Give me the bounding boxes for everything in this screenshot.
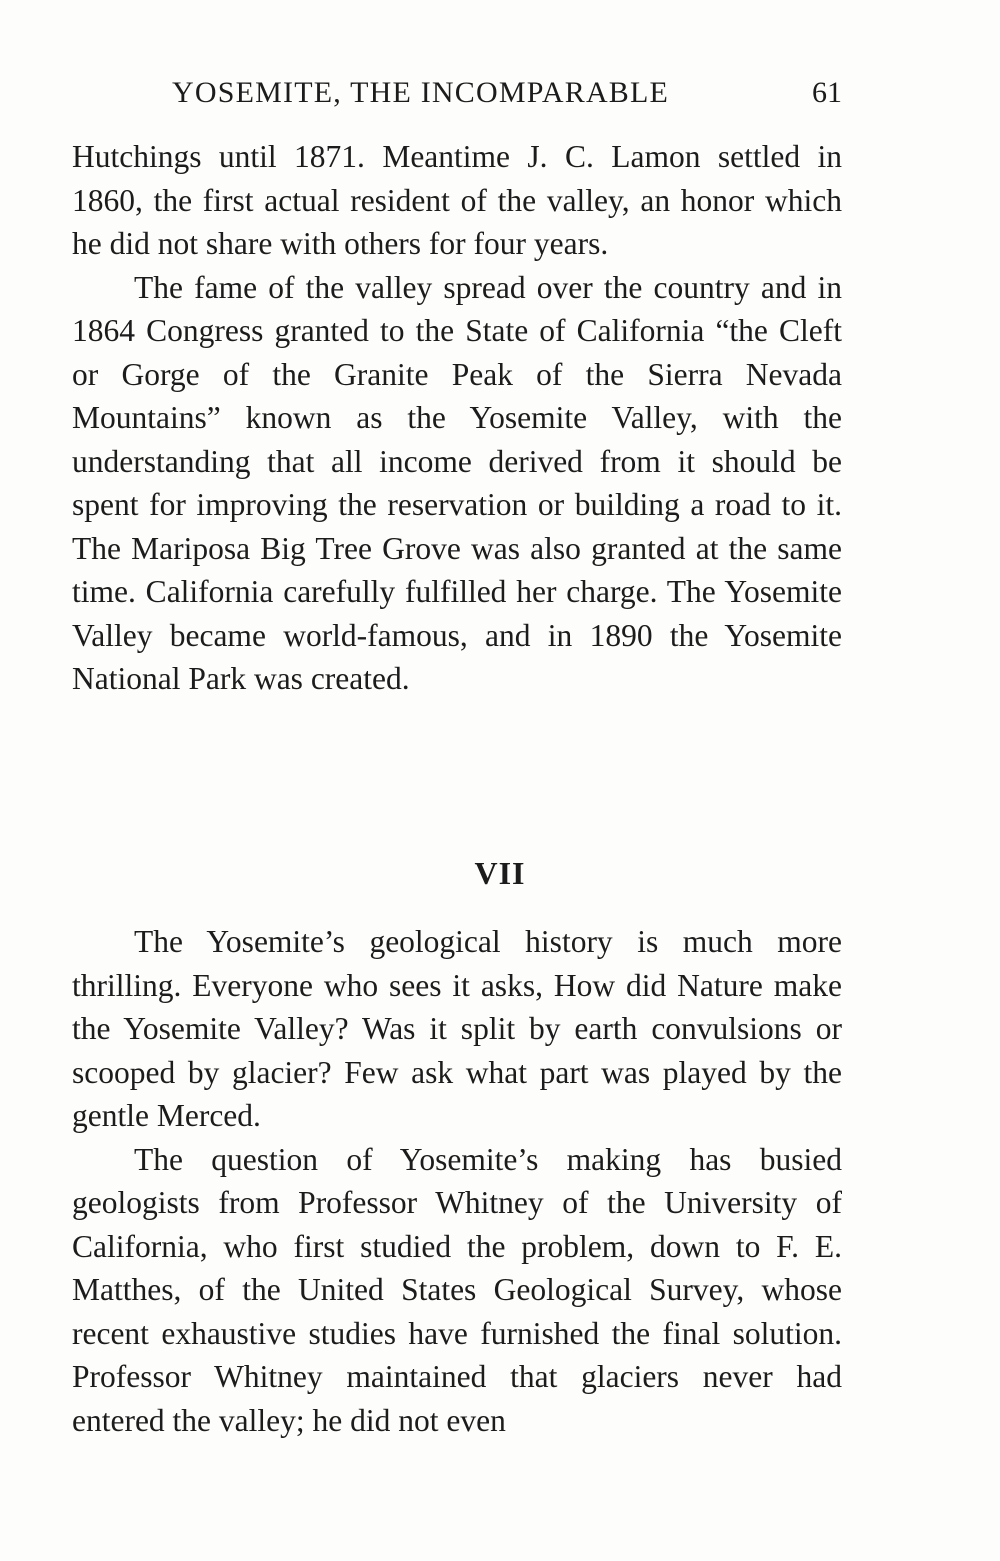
paragraph: The question of Yosemite’s making has busied geologists from Professor Whitney of the University of California, who first studied the problem, down to F. E. Matthes, of the United States Geological Survey, whose recent exhaustive studies have furnished the final solution. Professor Whitney maintained that glaciers never had entered the valley; he did not even [72, 1141, 842, 1438]
paragraph: The fame of the valley spread over the country and in 1864 Congress granted to the State of California “the Cleft or Gorge of the Granite Peak of the Sierra Nevada Mountains” known as the Yosemite Valley, with the understanding that all income derived from it should be spent for improving the reservation or building a road to it. The Mariposa Big Tree Grove was also granted at the same time. California carefully fulfilled her charge. The Yosemite Valley became world-famous, and in 1890 the Yosemite National Park was created. [72, 269, 842, 696]
paragraph: Hutchings until 1871. Meantime J. C. Lamon settled in 1860, the first actual resident of the valley, an honor which he did not share with others for four years. [72, 139, 842, 261]
page-number: 61 [812, 76, 842, 109]
text-block-1 [72, 135, 842, 701]
running-head [72, 76, 842, 116]
running-title: YOSEMITE, THE INCOMPARABLE [172, 76, 670, 109]
text-block-2 [72, 920, 842, 1442]
chapter-section-heading: VII [474, 855, 526, 891]
paragraph: The Yosemite’s geological history is much more thrilling. Everyone who sees it asks, How did Nature make the Yosemite Valley? Was it split by earth convulsions or scooped by glacier? Few ask what part was played by the gentle Merced. [72, 924, 842, 1133]
